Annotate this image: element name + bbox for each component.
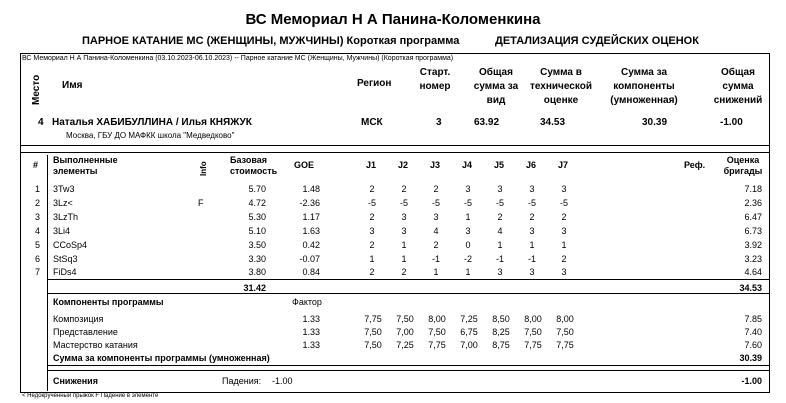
skater-name: Наталья ХАБИБУЛЛИНА / Илья КНЯЖУК [52,117,252,128]
elements-header-score: Оценка бригады [723,155,763,176]
component-name: Представление [53,327,118,337]
deductions-label: Снижения [53,376,98,386]
judge-score: 3 [401,226,407,236]
judge-score: 7,75 [428,340,446,350]
element-score: 6.47 [744,212,762,222]
header-tes: Сумма в технической оценке [529,67,592,106]
element-goe: -0.07 [299,254,320,264]
element-score: 4.64 [744,267,762,277]
judge-score: 3 [433,212,439,222]
judge-score: 7,75 [364,314,382,324]
skater-region: МСК [361,117,383,128]
header-place: Место [31,74,42,105]
divider-elements [20,152,770,153]
judge-score: 8,00 [524,314,542,324]
judge-header-1: J1 [366,160,377,170]
judge-score: 3 [561,226,567,236]
judge-score: -5 [559,198,568,208]
judge-score: 3 [369,226,375,236]
judge-score: 7,00 [460,340,478,350]
table-row [0,254,786,266]
header-pcs: Сумма за компоненты (умноженная) [610,67,678,106]
skater-pcs: 30.39 [642,117,668,128]
judge-score: 8,75 [492,340,510,350]
element-goe: 1.17 [302,212,320,222]
table-row [0,226,786,238]
judge-header-2: J2 [398,160,409,170]
event-title: ВС Мемориал Н А Панина-Коломенкина [245,11,541,28]
element-score: 3.23 [744,254,762,264]
component-score: 7.85 [744,314,762,324]
judge-score: 2 [433,240,439,250]
judge-score: 3 [529,184,535,194]
element-base: 5.10 [248,226,266,236]
skater-deductions: -1.00 [720,117,743,128]
component-row [0,340,786,352]
judge-score: 7,50 [556,327,574,337]
element-code: FiDs4 [53,267,77,277]
component-name: Композиция [53,314,104,324]
judge-score: 7,75 [524,340,542,350]
judge-score: 3 [497,184,503,194]
judge-score: 1 [401,254,407,264]
elements-header-goe: GOE [294,160,315,170]
judge-score: 8,00 [556,314,574,324]
judge-score: 8,25 [492,327,510,337]
judge-score: 3 [497,267,503,277]
judge-score: -5 [399,198,408,208]
element-code: 3Lz< [53,198,73,208]
skater-start-no: 3 [436,117,442,128]
header-name: Имя [62,80,83,91]
judge-score: 1 [401,240,407,250]
judge-score: 3 [465,184,471,194]
judge-score: 2 [529,212,535,222]
skater-total: 63.92 [474,117,500,128]
info-line: ВС Мемориал Н А Панина-Коломенкина (03.10.2023-06.10.2023) -- Парное катание МС (Женщины, Мужчины) (Короткая программа) [22,55,454,62]
deductions-detail-label: Падения: [222,376,262,386]
element-score: 7.18 [744,184,762,194]
deductions-total: -1.00 [741,376,762,386]
element-base: 3.30 [248,254,266,264]
judge-score: 3 [529,267,535,277]
judge-score: 3 [561,267,567,277]
element-goe: 1.48 [302,184,320,194]
judge-score: 7,50 [364,340,382,350]
judge-score: 2 [369,184,375,194]
judge-score: 6,75 [460,327,478,337]
skater-place: 4 [38,117,44,128]
judge-score: 2 [561,254,567,264]
judge-score: -5 [495,198,504,208]
component-factor: 1.33 [302,327,320,337]
divider-deductions-mid [48,370,770,371]
skater-tes: 34.53 [540,117,566,128]
header-deductions: Общая сумма снижений [713,67,763,106]
table-row [0,198,786,210]
judge-score: 7,75 [556,340,574,350]
element-base: 5.70 [248,184,266,194]
judge-header-5: J5 [494,160,505,170]
element-score: 3.92 [744,240,762,250]
element-base: 3.80 [248,267,266,277]
skater-club: Москва, ГБУ ДО МАФКК школа "Медведково" [66,131,235,140]
component-factor: 1.33 [302,340,320,350]
judge-score: 1 [369,254,375,264]
elements-header-info: Info [199,161,208,176]
judge-score: -1 [495,254,504,264]
judge-score: 2 [561,212,567,222]
header-start-no: Старт. номер [419,67,451,92]
judge-score: 1 [465,267,471,277]
judge-score: 1 [497,240,503,250]
judge-score: 7,50 [428,327,446,337]
judge-score: 8,50 [492,314,510,324]
element-base: 5.30 [248,212,266,222]
judge-score: 2 [497,212,503,222]
judge-score: 1 [561,240,567,250]
judge-score: 1 [465,212,471,222]
judge-score: 1 [529,240,535,250]
component-row [0,327,786,339]
judge-score: 2 [401,184,407,194]
elements-header-base: Базовая стоимость [230,155,278,176]
judge-score: 2 [369,267,375,277]
judge-score: -2 [463,254,472,264]
deductions-detail-value: -1.00 [272,376,293,386]
divider-deductions-top [48,365,770,366]
element-code: 3Tw3 [53,184,75,194]
element-goe: -2.36 [299,198,320,208]
judge-score: 0 [465,240,471,250]
element-goe: 0.42 [302,240,320,250]
element-num: 6 [35,254,41,264]
judge-score: 3 [529,226,535,236]
divider-totals [48,279,770,280]
judge-score: 7,50 [364,327,382,337]
element-info: F [198,198,204,208]
element-code: 3Li4 [53,226,71,236]
judge-score: 3 [561,184,567,194]
judge-score: 2 [369,240,375,250]
judge-score: 1 [433,267,439,277]
element-score: 2.36 [744,198,762,208]
judge-score: 4 [497,226,503,236]
tes-total: 34.53 [739,283,762,293]
judge-score: 2 [401,267,407,277]
details-line: ДЕТАЛИЗАЦИЯ СУДЕЙСКИХ ОЦЕНОК [495,35,699,47]
elements-header-elements: Выполненные элементы [53,155,118,176]
divider-components [48,293,770,294]
judge-score: 2 [433,184,439,194]
element-num: 5 [35,240,41,250]
component-score: 7.60 [744,340,762,350]
element-code: CCoSp4 [53,240,88,250]
judge-score: 8,00 [428,314,446,324]
judge-header-4: J4 [462,160,473,170]
component-name: Мастерство катания [53,340,138,350]
element-base: 4.72 [248,198,266,208]
element-score: 6.73 [744,226,762,236]
category-line: ПАРНОЕ КАТАНИЕ МС (ЖЕНЩИНЫ, МУЖЧИНЫ) Короткая программа [82,35,460,47]
element-goe: 0.84 [302,267,320,277]
header-total: Общая сумма за вид [473,67,519,106]
component-row [0,314,786,326]
judge-score: 7,50 [524,327,542,337]
component-score: 7.40 [744,327,762,337]
judge-score: 7,50 [396,314,414,324]
divider-top [20,145,770,146]
element-num: 4 [35,226,41,236]
judge-score: 2 [369,212,375,222]
judge-score: 7,25 [396,340,414,350]
judge-score: 3 [465,226,471,236]
judge-header-3: J3 [430,160,441,170]
judge-score: 7,00 [396,327,414,337]
table-row [0,267,786,279]
judge-score: 3 [401,212,407,222]
element-base: 3.50 [248,240,266,250]
element-code: StSq3 [53,254,78,264]
table-row [0,184,786,196]
components-total-value: 30.39 [739,353,762,363]
judge-header-7: J7 [558,160,569,170]
element-num: 3 [35,212,41,222]
components-header-label: Компоненты программы [53,297,164,307]
judge-score: -5 [431,198,440,208]
header-region: Регион [357,78,392,89]
judge-score: -5 [527,198,536,208]
element-goe: 1.63 [302,226,320,236]
judge-score: 4 [433,226,439,236]
table-row [0,240,786,252]
judge-score: -1 [431,254,440,264]
component-factor: 1.33 [302,314,320,324]
elements-header-ref: Реф. [684,160,706,170]
element-code: 3LzTh [53,212,79,222]
base-total: 31.42 [243,283,266,293]
components-header-factor: Фактор [292,297,322,307]
judge-score: -5 [367,198,376,208]
element-num: 1 [35,184,41,194]
judge-score: 7,25 [460,314,478,324]
judge-header-6: J6 [526,160,537,170]
table-row [0,212,786,224]
components-total-label: Сумма за компоненты программы (умноженная) [53,353,270,363]
element-num: 7 [35,267,41,277]
elements-header-num: # [33,160,39,170]
element-num: 2 [35,198,41,208]
judge-score: -5 [463,198,472,208]
footnote: < Недокрученный прыжок F Падение в элементе [22,393,159,399]
judge-score: -1 [527,254,536,264]
